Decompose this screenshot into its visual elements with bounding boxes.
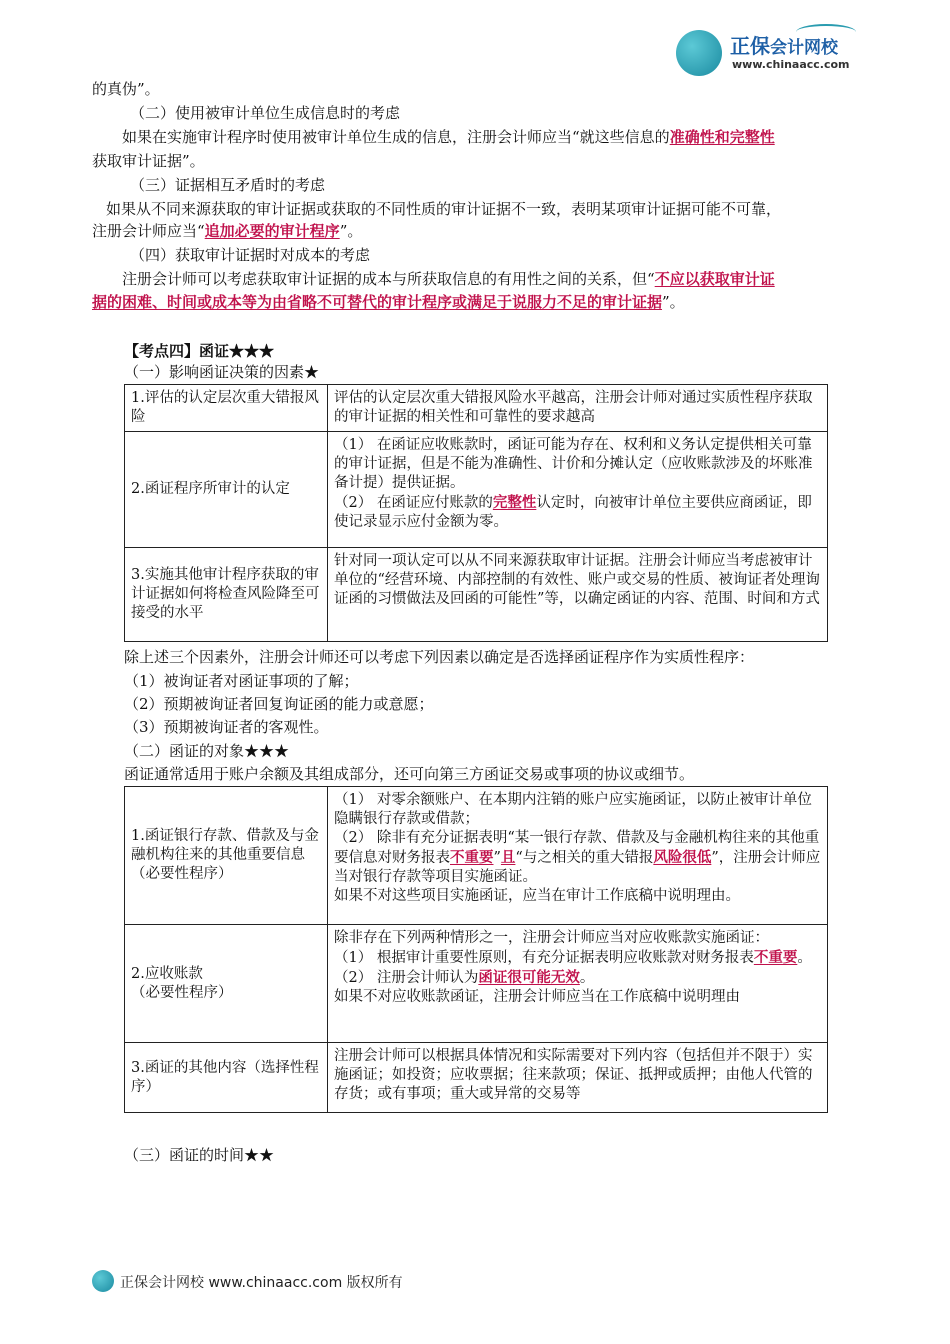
section-title: （三）证据相互矛盾时的考虑 [130, 176, 326, 194]
text-span: 。 [797, 950, 812, 966]
section-title: （四）获取审计证据时对成本的考虑 [130, 246, 371, 264]
paragraph-line: 除上述三个因素外，注册会计师还可以考虑下列因素以确定是否选择函证程序作为实质性程序： [124, 648, 755, 666]
list-item: （2）预期被询证者回复询证函的能力或意愿； [124, 695, 434, 713]
highlight-text: 不重要 [753, 949, 798, 966]
highlight-text: 据的困难、时间或成本等为由省略不可替代的审计程序或满足于说服力不足的审计证据 [92, 293, 663, 311]
text-span: ”。 [339, 222, 363, 240]
text-span: 注册会计师可以考虑获取审计证据的成本与所获取信息的有用性之间的关系，但“ [122, 270, 655, 288]
cell-paragraph: 2.应收账款 [131, 965, 203, 982]
logo-url: www.chinaacc.com [732, 58, 850, 71]
highlight-text: 不应以获取审计证 [654, 270, 775, 288]
cell-paragraph: 如果不对这些项目实施函证，应当在审计工作底稿中说明理由。 [334, 888, 740, 904]
table-cell: 针对同一项认定可以从不同来源获取审计证据。注册会计师应当考虑被审计单位的“经营环境、内部控制的有效性、账户或交易的性质、被询证者处理询证函的习惯做法及回函的可能性”等，以确定函证的内容、范围、时间和方式 [328, 548, 828, 642]
cell-paragraph: （1） 对零余额账户、在本期内注销的账户应实施函证，以防止被审计单位隐瞒银行存款或借款； [334, 792, 812, 827]
highlight-text: 追加必要的审计程序 [204, 222, 340, 240]
table-row [125, 548, 828, 642]
table-cell [328, 432, 828, 548]
section-title: （二）使用被审计单位生成信息时的考虑 [130, 104, 401, 122]
subsection-title: （一）影响函证决策的因素★ [124, 363, 320, 381]
logo-brand: 正保 [730, 34, 770, 58]
paragraph-line: 函证通常适用于账户余额及其组成部分，还可向第三方函证交易或事项的协议或细节。 [124, 765, 695, 783]
table-cell: 2.函证程序所审计的认定 [125, 432, 328, 548]
list-item: （3）预期被询证者的客观性。 [124, 718, 329, 736]
subsection-title: （三）函证的时间★★ [124, 1146, 275, 1164]
table-cell: 1.评估的认定层次重大错报风险 [125, 385, 328, 432]
paragraph-line: 获取审计证据”。 [92, 152, 205, 170]
subsection-title: （二）函证的对象★★★ [124, 742, 290, 760]
topic-heading: 【考点四】函证★★★ [124, 342, 275, 360]
table-cell: 1.函证银行存款、借款及与金融机构往来的其他重要信息（必要性程序） [125, 787, 328, 925]
table-row [125, 925, 828, 1043]
text-span: 如果在实施审计程序时使用被审计单位生成的信息，注册会计师应当“就这些信息的 [122, 128, 670, 146]
cell-paragraph: 除非存在下列两种情形之一，注册会计师应当对应收账款实施函证： [334, 930, 769, 946]
factors-table [124, 384, 828, 642]
text-span: “与之相关的重大错报 [515, 850, 654, 866]
table-cell [125, 925, 328, 1043]
table-cell: 3.实施其他审计程序获取的审计证据如何将检查风险降至可接受的水平 [125, 548, 328, 642]
highlight-text: 风险很低 [653, 849, 712, 866]
cell-paragraph [334, 829, 821, 887]
brand-logo [676, 28, 876, 80]
paragraph-line: 的真伪”。 [92, 80, 160, 98]
table-row [125, 385, 828, 432]
footer-text: 正保会计网校 www.chinaacc.com 版权所有 [120, 1275, 403, 1291]
highlight-text: 且 [500, 849, 516, 866]
logo-emblem-icon [676, 30, 722, 76]
cell-paragraph: 如果不对应收账款函证，注册会计师应当在工作底稿中说明理由 [334, 989, 740, 1005]
logo-name [730, 30, 838, 59]
text-span: ” [493, 850, 501, 866]
cell-paragraph [334, 948, 821, 968]
text-span: （1） 根据审计重要性原则，有充分证据表明应收账款对财务报表 [334, 950, 754, 966]
paragraph-line [122, 268, 858, 290]
highlight-text: 不重要 [450, 849, 494, 866]
cell-paragraph: （必要性程序） [131, 984, 233, 1001]
table-row [125, 432, 828, 548]
table-cell: 评估的认定层次重大错报风险水平越高，注册会计师对通过实质性程序获取的审计证据的相关性和可靠性的要求越高 [328, 385, 828, 432]
text-span: 。 [579, 970, 595, 986]
highlight-text: 函证很可能无效 [478, 969, 580, 986]
highlight-text: 完整性 [492, 494, 537, 511]
table-cell [328, 925, 828, 1043]
table-cell: 3.函证的其他内容（选择性程序） [125, 1043, 328, 1113]
paragraph-line [92, 220, 858, 242]
table-cell [328, 787, 828, 925]
cell-paragraph [334, 493, 821, 532]
paragraph-line [92, 291, 858, 313]
paragraph-line [122, 126, 858, 148]
logo-school: 会计网校 [770, 38, 838, 58]
cell-paragraph [334, 968, 821, 988]
cell-paragraph: （1） 在函证应收账款时，函证可能为存在、权利和义务认定提供相关可靠的审计证据，但是不能为准确性、计价和分摊认定（应收账款涉及的坏账准备计提）提供证据。 [334, 437, 813, 491]
list-item: （1）被询证者对函证事项的了解； [124, 672, 359, 690]
text-span: 注册会计师应当“ [92, 222, 205, 240]
paragraph-line: 如果从不同来源获取的审计证据或获取的不同性质的审计证据不一致，表明某项审计证据可能不可靠， [106, 200, 782, 218]
footer-logo-icon [92, 1270, 114, 1292]
text-span: 认定时，向被审计单位主要供应商函证，即使记录显示应付金额为零。 [334, 495, 812, 530]
text-span: （2） 在函证应付账款的 [334, 495, 493, 511]
text-span: ”，注册会计师应当对银行存款等项目实施函证。 [334, 850, 821, 885]
text-span: ”。 [662, 293, 685, 311]
text-span: （2） 注册会计师认为 [334, 970, 479, 986]
text-span: （2） 除非有充分证据表明“某一银行存款、借款及与金融机构往来的其他重要信息对财务报表 [334, 830, 820, 866]
table-row [125, 787, 828, 925]
confirmation-objects-table [124, 786, 828, 1113]
table-cell: 注册会计师可以根据具体情况和实际需要对下列内容（包括但并不限于）实施函证；如投资；应收票据；往来款项；保证、抵押或质押；由他人代管的存货；或有事项；重大或异常的交易等 [328, 1043, 828, 1113]
table-row [125, 1043, 828, 1113]
highlight-text: 准确性和完整性 [669, 128, 775, 146]
